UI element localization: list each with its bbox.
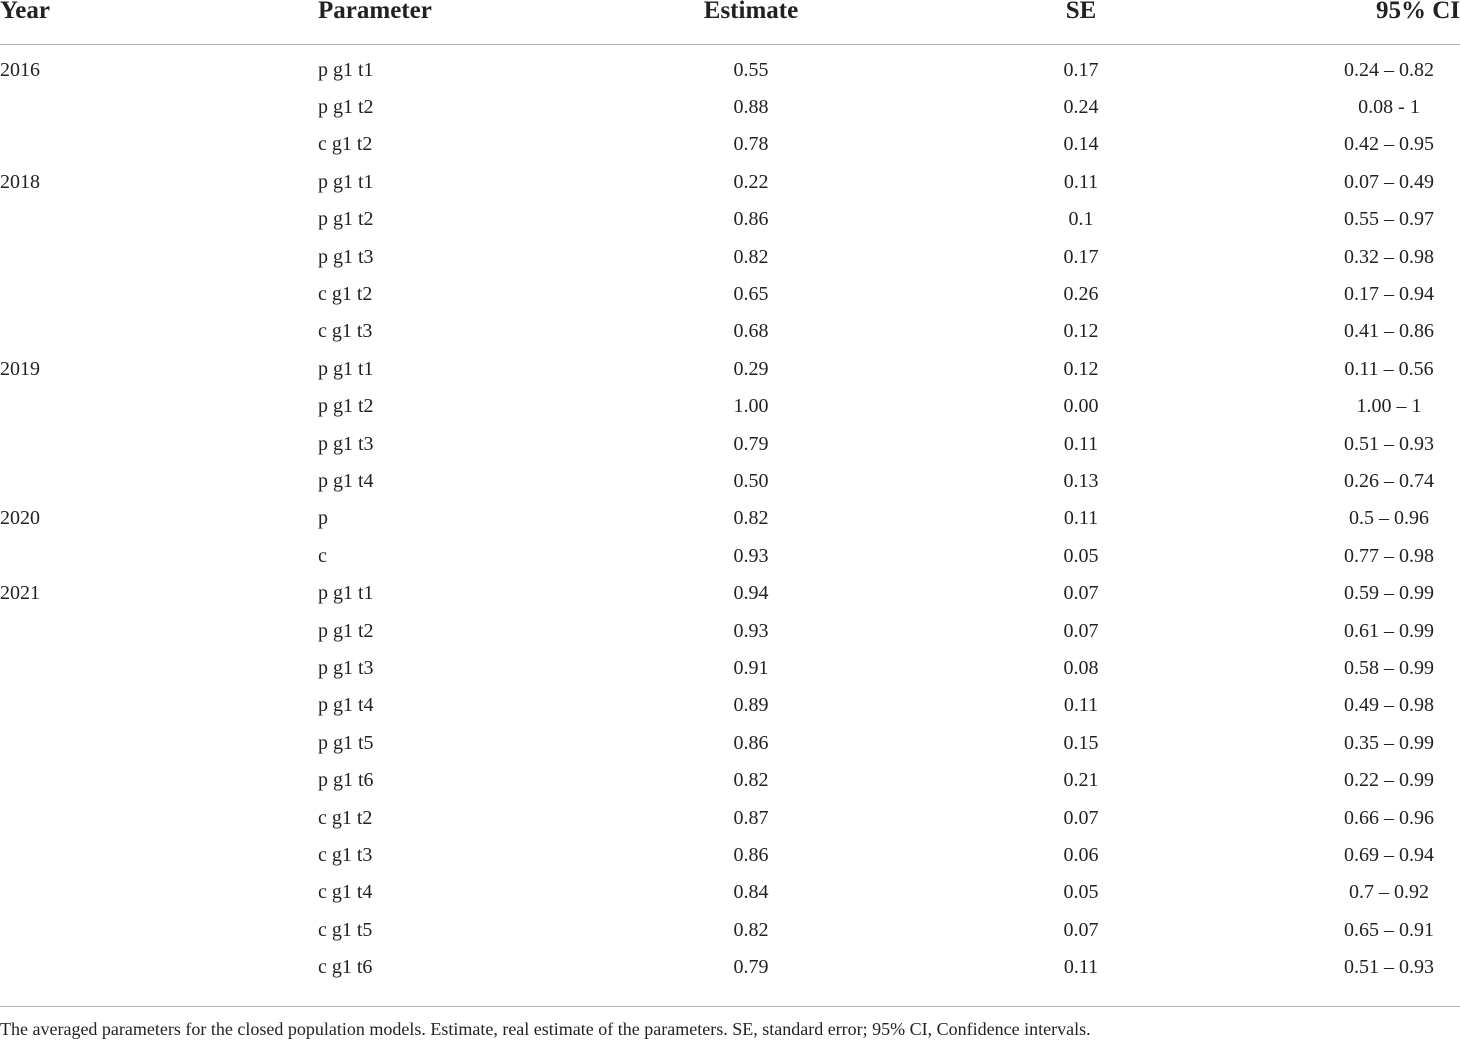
table-row: [0, 126, 1460, 163]
cell-se: 0.1: [1068, 208, 1094, 231]
cell-ci: [1310, 799, 1460, 836]
cell-ci: [1310, 462, 1460, 499]
cell-year: [0, 649, 318, 686]
cell-estimate: 0.94: [733, 582, 769, 605]
table-row: [0, 687, 1460, 724]
cell-parameter: c g1 t2: [318, 806, 373, 829]
table-row: [0, 500, 1460, 537]
cell-se: 0.05: [1063, 544, 1099, 567]
cell-parameter: c g1 t2: [318, 283, 373, 306]
cell-estimate: 0.78: [733, 133, 769, 156]
ci-value: 0.11 – 0.56: [1344, 357, 1434, 380]
cell-parameter: p g1 t4: [318, 469, 374, 492]
ci-value: 0.07 – 0.49: [1344, 170, 1434, 193]
cell-se: 0.21: [1063, 769, 1099, 792]
cell-parameter: c g1 t3: [318, 320, 373, 343]
cell-ci: [1310, 761, 1460, 798]
cell-se: 0.17: [1063, 58, 1099, 81]
ci-value: 0.32 – 0.98: [1344, 245, 1434, 268]
cell-year: [0, 948, 318, 985]
cell-ci: [1310, 275, 1460, 312]
cell-year: 2021: [0, 582, 40, 605]
ci-value: 0.49 – 0.98: [1344, 694, 1434, 717]
cell-year: [0, 537, 318, 574]
cell-year: [0, 388, 318, 425]
cell-parameter: p g1 t3: [318, 245, 374, 268]
cell-ci: [1310, 911, 1460, 948]
cell-parameter: p g1 t2: [318, 619, 374, 642]
cell-year: [0, 724, 318, 761]
ci-value: 0.42 – 0.95: [1344, 133, 1434, 156]
cell-parameter: p g1 t4: [318, 694, 374, 717]
cell-se: 0.11: [1063, 956, 1099, 979]
cell-estimate: 0.50: [733, 469, 769, 492]
cell-parameter: p g1 t6: [318, 769, 374, 792]
cell-year: [0, 761, 318, 798]
table-row: [0, 350, 1460, 387]
cell-estimate: 0.79: [733, 956, 769, 979]
ci-value: 0.26 – 0.74: [1344, 469, 1434, 492]
cell-year: [0, 201, 318, 238]
table-row: [0, 649, 1460, 686]
ci-value: 0.65 – 0.91: [1344, 918, 1434, 941]
cell-estimate: 0.79: [733, 432, 769, 455]
table-row: [0, 836, 1460, 873]
cell-year: [0, 126, 318, 163]
table-row: [0, 874, 1460, 911]
ci-value: 0.77 – 0.98: [1344, 544, 1434, 567]
table-footnote: The averaged parameters for the closed population models. Estimate, real estimate of the parameters. SE, standard error; 95% CI, Confidence intervals.: [0, 1019, 1091, 1039]
table-row: [0, 761, 1460, 798]
cell-estimate: 1.00: [733, 395, 769, 418]
cell-parameter: c: [318, 544, 327, 567]
table-row: [0, 948, 1460, 985]
cell-year: [0, 612, 318, 649]
cell-ci: [1310, 388, 1460, 425]
ci-value: 0.55 – 0.97: [1344, 208, 1434, 231]
cell-ci: [1310, 201, 1460, 238]
cell-se: 0.12: [1063, 320, 1099, 343]
table-row: [0, 313, 1460, 350]
table-row: [0, 537, 1460, 574]
cell-se: 0.11: [1063, 170, 1099, 193]
header-se: SE: [852, 0, 1310, 45]
table-header: [0, 0, 1460, 45]
cell-estimate: 0.82: [733, 769, 769, 792]
cell-year: [0, 462, 318, 499]
cell-se: 0.13: [1063, 469, 1099, 492]
cell-year: [0, 799, 318, 836]
cell-se: 0.15: [1063, 731, 1099, 754]
header-parameter: Parameter: [318, 0, 650, 45]
table-row: [0, 911, 1460, 948]
ci-value: 0.61 – 0.99: [1344, 619, 1434, 642]
ci-value: 1.00 – 1: [1356, 395, 1422, 418]
cell-ci: [1310, 537, 1460, 574]
cell-se: 0.00: [1063, 395, 1099, 418]
ci-value: 0.24 – 0.82: [1344, 58, 1434, 81]
cell-parameter: p g1 t2: [318, 208, 374, 231]
cell-parameter: c g1 t2: [318, 133, 373, 156]
cell-estimate: 0.91: [733, 656, 769, 679]
table-row: [0, 238, 1460, 275]
table-row: [0, 388, 1460, 425]
cell-se: 0.05: [1063, 881, 1099, 904]
cell-year: 2016: [0, 58, 40, 81]
cell-parameter: p g1 t1: [318, 170, 374, 193]
cell-estimate: 0.55: [733, 58, 769, 81]
cell-se: 0.08: [1063, 656, 1099, 679]
cell-parameter: p: [318, 507, 328, 530]
cell-parameter: c g1 t3: [318, 843, 373, 866]
cell-ci: [1310, 836, 1460, 873]
cell-ci: [1310, 500, 1460, 537]
table-row: [0, 612, 1460, 649]
ci-value: 0.41 – 0.86: [1344, 320, 1434, 343]
ci-value: 0.08 - 1: [1358, 96, 1420, 119]
cell-parameter: p g1 t1: [318, 58, 374, 81]
cell-estimate: 0.82: [733, 507, 769, 530]
cell-se: 0.07: [1063, 918, 1099, 941]
cell-se: 0.07: [1063, 582, 1099, 605]
table-row: [0, 425, 1460, 462]
table-row: [0, 88, 1460, 125]
cell-ci: [1310, 163, 1460, 200]
cell-estimate: 0.82: [733, 245, 769, 268]
cell-estimate: 0.86: [733, 208, 769, 231]
cell-ci: [1310, 425, 1460, 462]
cell-se: 0.24: [1063, 96, 1099, 119]
ci-value: 0.5 – 0.96: [1349, 507, 1429, 530]
cell-ci: [1310, 88, 1460, 125]
cell-ci: [1310, 687, 1460, 724]
cell-se: 0.11: [1063, 694, 1099, 717]
header-estimate: Estimate: [650, 0, 852, 45]
table-row: [0, 201, 1460, 238]
table-body: [0, 45, 1460, 986]
cell-year: 2019: [0, 357, 40, 380]
cell-ci: [1310, 313, 1460, 350]
cell-year: [0, 425, 318, 462]
cell-ci: [1310, 350, 1460, 387]
cell-estimate: 0.87: [733, 806, 769, 829]
cell-parameter: c g1 t6: [318, 956, 373, 979]
ci-value: 0.17 – 0.94: [1344, 283, 1434, 306]
cell-parameter: p g1 t1: [318, 582, 374, 605]
table-row: [0, 163, 1460, 200]
cell-se: 0.14: [1063, 133, 1099, 156]
cell-estimate: 0.86: [733, 843, 769, 866]
cell-parameter: c g1 t5: [318, 918, 373, 941]
cell-ci: [1310, 45, 1460, 89]
cell-year: [0, 687, 318, 724]
table-row: [0, 45, 1460, 89]
header-ci: 95% CI: [1310, 0, 1460, 45]
cell-year: 2020: [0, 507, 40, 530]
ci-value: 0.66 – 0.96: [1344, 806, 1434, 829]
table-row: [0, 724, 1460, 761]
cell-se: 0.17: [1063, 245, 1099, 268]
cell-year: [0, 275, 318, 312]
table-row: [0, 574, 1460, 611]
cell-year: 2018: [0, 170, 40, 193]
cell-estimate: 0.88: [733, 96, 769, 119]
cell-se: 0.07: [1063, 619, 1099, 642]
cell-ci: [1310, 574, 1460, 611]
ci-value: 0.69 – 0.94: [1344, 843, 1434, 866]
cell-se: 0.06: [1063, 843, 1099, 866]
ci-value: 0.35 – 0.99: [1344, 731, 1434, 754]
footer-divider: [0, 1006, 1460, 1007]
ci-value: 0.59 – 0.99: [1344, 582, 1434, 605]
cell-parameter: p g1 t3: [318, 432, 374, 455]
cell-se: 0.11: [1063, 507, 1099, 530]
cell-year: [0, 911, 318, 948]
table-row: [0, 799, 1460, 836]
cell-estimate: 0.82: [733, 918, 769, 941]
cell-estimate: 0.93: [733, 619, 769, 642]
header-year: Year: [0, 0, 318, 45]
ci-value: 0.51 – 0.93: [1344, 432, 1434, 455]
cell-parameter: p g1 t2: [318, 96, 374, 119]
cell-parameter: p g1 t1: [318, 357, 374, 380]
cell-year: [0, 88, 318, 125]
cell-year: [0, 238, 318, 275]
header-row: [0, 0, 1460, 45]
cell-se: 0.07: [1063, 806, 1099, 829]
cell-ci: [1310, 649, 1460, 686]
cell-se: 0.26: [1063, 283, 1099, 306]
ci-value: 0.7 – 0.92: [1349, 881, 1429, 904]
cell-parameter: c g1 t4: [318, 881, 373, 904]
cell-estimate: 0.84: [733, 881, 769, 904]
cell-parameter: p g1 t2: [318, 395, 374, 418]
cell-ci: [1310, 126, 1460, 163]
ci-value: 0.22 – 0.99: [1344, 769, 1434, 792]
cell-estimate: 0.86: [733, 731, 769, 754]
cell-ci: [1310, 238, 1460, 275]
cell-ci: [1310, 948, 1460, 985]
cell-estimate: 0.22: [733, 170, 769, 193]
cell-parameter: p g1 t5: [318, 731, 374, 754]
cell-se: 0.11: [1063, 432, 1099, 455]
ci-value: 0.51 – 0.93: [1344, 956, 1434, 979]
cell-ci: [1310, 612, 1460, 649]
cell-estimate: 0.68: [733, 320, 769, 343]
table-row: [0, 275, 1460, 312]
cell-ci: [1310, 874, 1460, 911]
table-row: [0, 462, 1460, 499]
cell-parameter: p g1 t3: [318, 656, 374, 679]
cell-year: [0, 874, 318, 911]
cell-se: 0.12: [1063, 357, 1099, 380]
cell-estimate: 0.93: [733, 544, 769, 567]
cell-estimate: 0.29: [733, 357, 769, 380]
ci-value: 0.58 – 0.99: [1344, 656, 1434, 679]
cell-ci: [1310, 724, 1460, 761]
cell-estimate: 0.65: [733, 283, 769, 306]
cell-year: [0, 836, 318, 873]
cell-estimate: 0.89: [733, 694, 769, 717]
cell-year: [0, 313, 318, 350]
